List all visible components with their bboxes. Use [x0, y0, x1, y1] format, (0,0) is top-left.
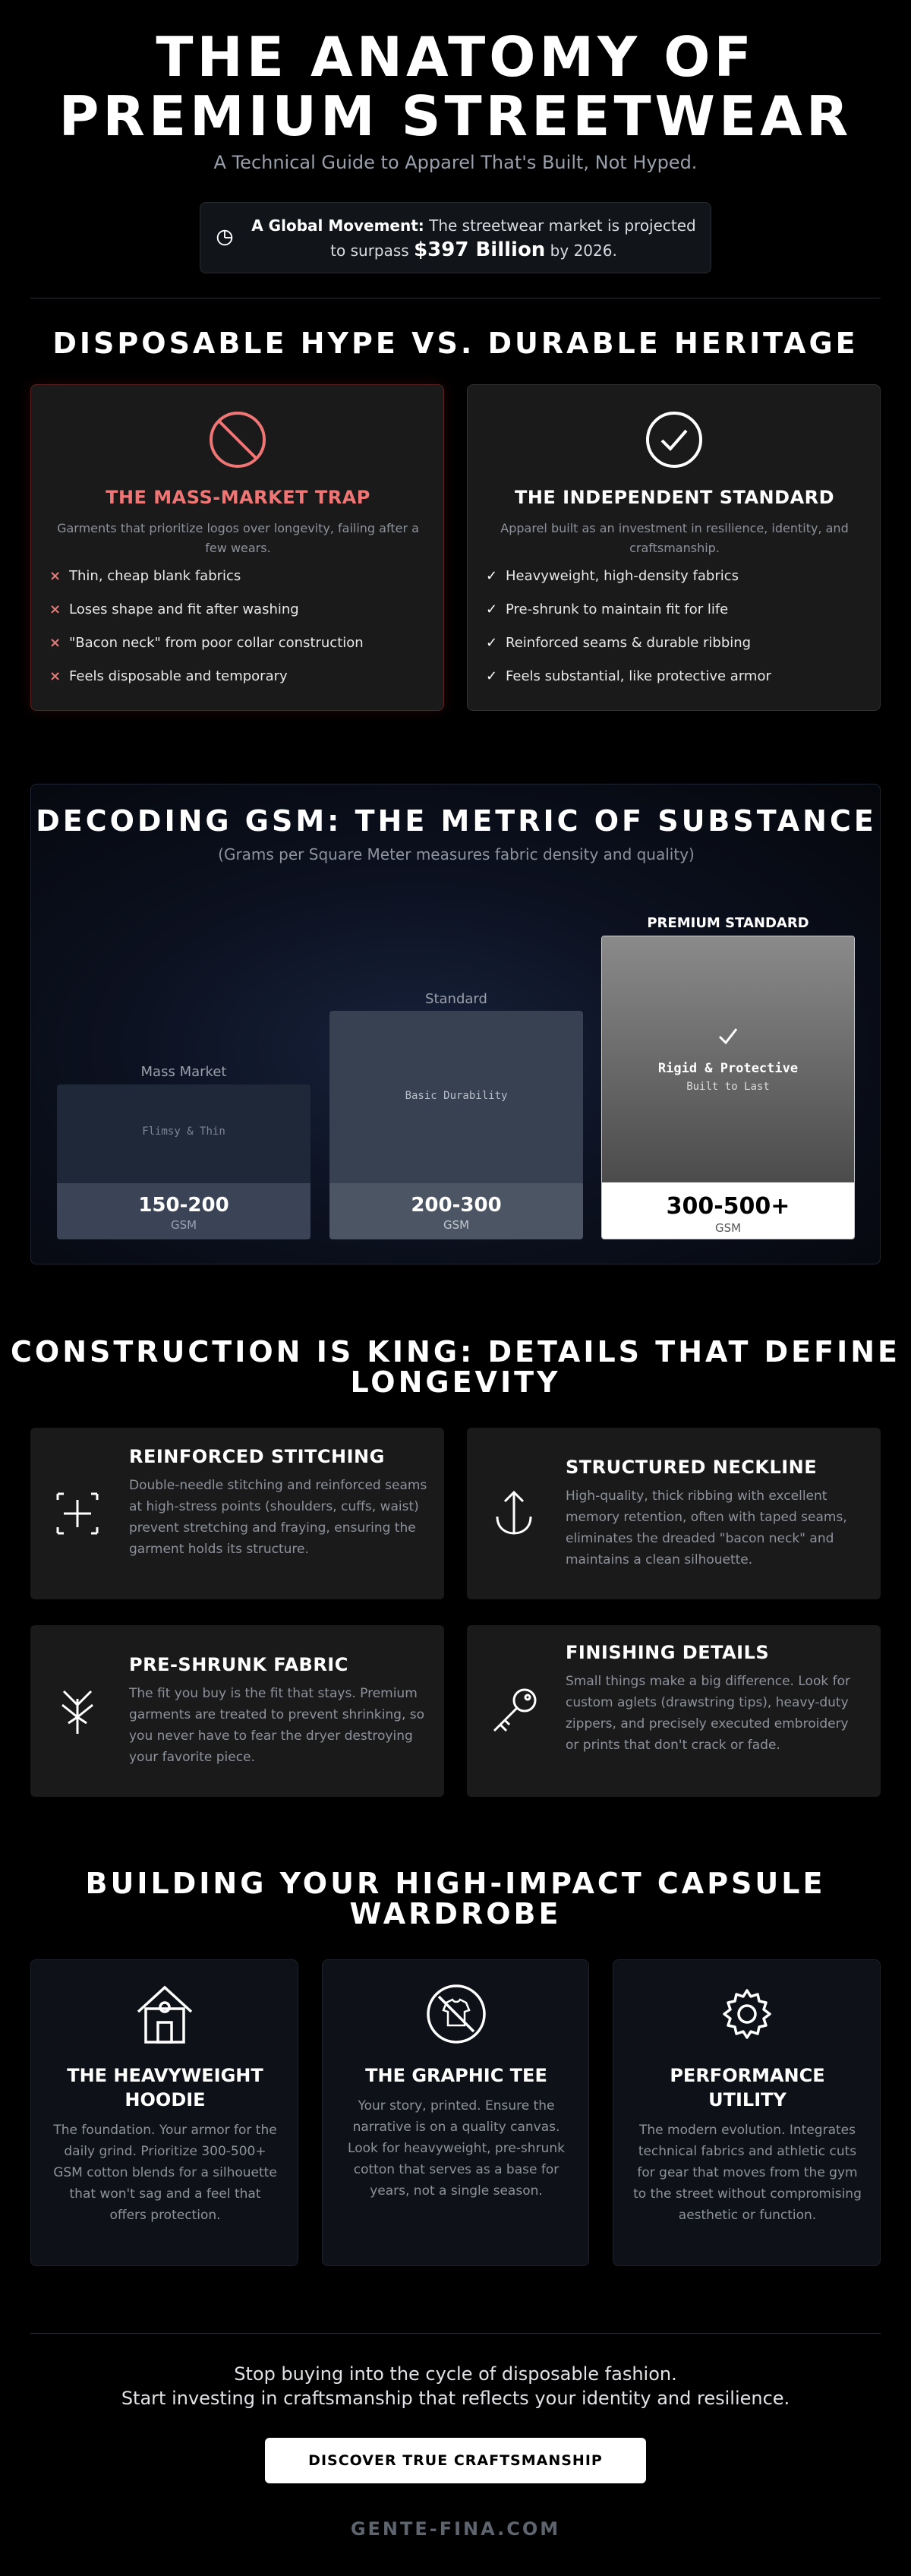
callout-text — [246, 213, 701, 263]
feature-text: High-quality, thick ribbing with excellent memory retention, often with taped seams, eliminates the dreaded "bacon neck" and maintains a clean silhouette. — [566, 1488, 847, 1567]
bar-caption: Rigid & Protective — [657, 1061, 799, 1076]
capsule-item-title: THE HEAVYWEIGHT HOODIE — [67, 2065, 263, 2110]
list-item: ✓ Heavyweight, high-density fabrics — [486, 568, 739, 584]
independent-standard-card — [467, 384, 881, 711]
bar-caption: Basic Durability — [405, 1090, 508, 1102]
closing-line-1: Stop buying into the cycle of disposable fashion. — [234, 2363, 677, 2385]
standard-list — [486, 567, 865, 701]
trap-list — [49, 567, 429, 701]
feature-finishing-details — [467, 1625, 881, 1797]
bar-range: 200-300 — [411, 1194, 502, 1217]
gsm-title: DECODING GSM: THE METRIC OF SUBSTANCE — [36, 804, 877, 838]
bar-standard — [329, 1011, 583, 1239]
stitch-icon — [47, 1483, 108, 1544]
bar-base — [329, 1183, 583, 1239]
standard-heading: THE INDEPENDENT STANDARD — [514, 487, 835, 508]
checkmark-icon: ✓ — [486, 668, 498, 684]
capsule-item-text: The modern evolution. Integrates technical fabrics and athletic cuts for gear that moves from the gym to the street without compromising aesthetic or function. — [633, 2123, 862, 2223]
list-item: × Loses shape and fit after washing — [49, 601, 299, 617]
tier-label-standard: Standard — [425, 991, 487, 1007]
bar-body — [57, 1084, 310, 1183]
gsm-panel — [30, 784, 881, 1264]
gsm-subtitle: (Grams per Square Meter measures fabric density and quality) — [218, 845, 695, 863]
closing-line-2: Start investing in craftsmanship that reflects your identity and resilience. — [121, 2388, 790, 2409]
feature-title: REINFORCED STITCHING — [129, 1446, 385, 1467]
feature-text: Small things make a big difference. Look for custom aglets (drawstring tips), heavy-duty zippers, and precisely executed embroidery or prints that don't crack or fade. — [566, 1674, 850, 1753]
construction-title: CONSTRUCTION IS KING: DETAILS THAT DEFINE LONGEVITY — [11, 1335, 900, 1399]
capsule-item-text: The foundation. Your armor for the daily grind. Prioritize 300-500+ GSM cotton blends for a silhouette that won't sag and a feel that offers protection. — [53, 2123, 277, 2223]
hero-subtitle: A Technical Guide to Apparel That's Built, Not Hyped. — [213, 152, 698, 173]
mass-market-card — [30, 384, 444, 711]
callout-text-after: by 2026. — [545, 242, 617, 260]
bar-body — [602, 936, 854, 1184]
list-item: × Feels disposable and temporary — [49, 668, 288, 684]
bar-premium — [601, 936, 855, 1239]
hero-title-line2: PREMIUM STREETWEAR — [58, 84, 853, 148]
feature-reinforced-stitching — [30, 1428, 444, 1599]
list-item: ✓ Reinforced seams & durable ribbing — [486, 635, 752, 651]
pie-chart-icon — [214, 227, 235, 248]
bar-unit: GSM — [714, 1221, 742, 1235]
tier-label-premium: PREMIUM STANDARD — [647, 915, 809, 931]
feature-text: The fit you buy is the fit that stays. Premium garments are treated to prevent shrinking, so you never have to fear the dryer destroying your favorite piece. — [129, 1686, 425, 1765]
trap-heading: THE MASS-MARKET TRAP — [106, 487, 370, 508]
checkmark-icon: ✓ — [486, 601, 498, 617]
trap-description: Garments that prioritize logos over longevity, failing after a few wears. — [57, 521, 419, 555]
key-icon — [484, 1681, 544, 1741]
bar-unit: GSM — [170, 1218, 197, 1232]
x-mark-icon: × — [49, 601, 61, 617]
feature-text: Double-needle stitching and reinforced seams at high-stress points (shoulders, cuffs, waist) prevent stretching and fraying, ensuring the garment holds its structure. — [129, 1478, 427, 1557]
anchor-icon — [484, 1483, 544, 1544]
capsule-item-title: PERFORMANCE UTILITY — [670, 2065, 825, 2110]
discover-craftsmanship-button[interactable]: DISCOVER TRUE CRAFTSMANSHIP — [265, 2438, 646, 2483]
list-item: × Thin, cheap blank fabrics — [49, 568, 241, 584]
bar-range: 300-500+ — [666, 1193, 790, 1220]
bar-body — [329, 1011, 583, 1183]
comparison-title: DISPOSABLE HYPE VS. DURABLE HERITAGE — [52, 327, 859, 360]
capsule-item-text: Your story, printed. Ensure the narrative is on a quality canvas. Look for heavyweight, pre-shrunk cotton that serves as a base for years, not a single season. — [348, 2098, 565, 2199]
callout-text-before: The streetwear market is projected to surpass — [330, 216, 696, 260]
bar-base — [57, 1183, 310, 1239]
divider — [30, 2333, 881, 2334]
feature-title: PRE-SHRUNK FABRIC — [129, 1654, 348, 1675]
list-item: ✓ Pre-shrunk to maintain fit for life — [486, 601, 729, 617]
gear-icon — [713, 1980, 781, 2048]
bar-mass-market — [57, 1084, 310, 1239]
no-shirt-icon — [422, 1980, 490, 2048]
bar-unit: GSM — [443, 1218, 470, 1232]
checkmark-icon — [717, 1024, 739, 1047]
capsule-item-title: THE GRAPHIC TEE — [365, 2065, 547, 2086]
list-item: ✓ Feels substantial, like protective armor — [486, 668, 771, 684]
house-icon — [131, 1980, 199, 2048]
standard-description: Apparel built as an investment in resilience, identity, and craftsmanship. — [500, 521, 849, 555]
checkmark-icon: ✓ — [486, 568, 498, 584]
feature-structured-neckline — [467, 1428, 881, 1599]
hero-title-line1: THE ANATOMY OF — [156, 25, 755, 89]
capsule-item-hoodie — [30, 1959, 298, 2266]
shrink-icon — [47, 1681, 108, 1741]
feature-title: STRUCTURED NECKLINE — [566, 1457, 818, 1478]
prohibited-icon — [207, 409, 268, 470]
check-circle-icon — [644, 409, 705, 470]
feature-title: FINISHING DETAILS — [566, 1642, 770, 1663]
footer-brand[interactable]: GENTE-FINA.COM — [350, 2518, 561, 2540]
tier-label-mass-market: Mass Market — [140, 1064, 227, 1080]
x-mark-icon: × — [49, 635, 61, 651]
x-mark-icon: × — [49, 568, 61, 584]
feature-pre-shrunk-fabric — [30, 1625, 444, 1797]
callout-lead: A Global Movement: — [251, 216, 424, 235]
market-callout — [200, 202, 711, 273]
hero-title — [0, 27, 911, 146]
capsule-title: BUILDING YOUR HIGH-IMPACT CAPSULE WARDROBE — [85, 1867, 826, 1930]
bar-base — [602, 1182, 854, 1239]
bar-caption-sub: Built to Last — [686, 1081, 770, 1093]
callout-amount: $397 Billion — [414, 238, 546, 261]
capsule-item-graphic-tee — [322, 1959, 589, 2266]
checkmark-icon: ✓ — [486, 635, 498, 651]
bar-range: 150-200 — [138, 1194, 229, 1217]
capsule-item-performance-utility — [613, 1959, 881, 2266]
bar-caption: Flimsy & Thin — [142, 1125, 225, 1138]
x-mark-icon: × — [49, 668, 61, 684]
list-item: × "Bacon neck" from poor collar construction — [49, 635, 364, 651]
